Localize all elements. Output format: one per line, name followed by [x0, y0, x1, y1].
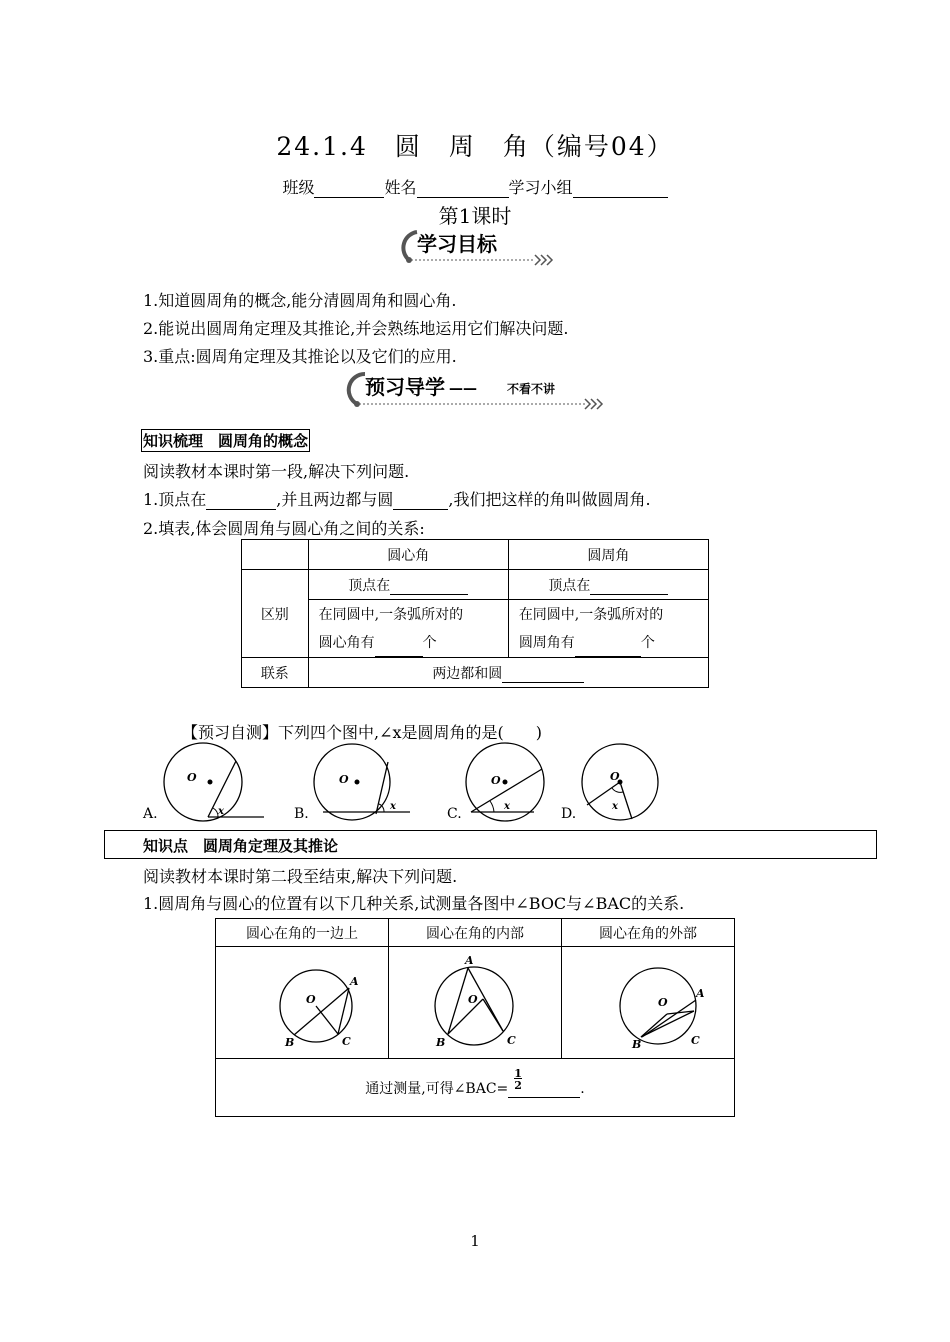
figure-b: [314, 744, 410, 820]
figure-c-x-label: x: [504, 801, 510, 812]
same-circle-text: 在同圆中,一条弧所对的: [518, 606, 664, 623]
preview-banner: [345, 368, 607, 412]
inscribed-has-text: 圆周角有: [518, 634, 575, 651]
central-has-text: 圆心角有: [318, 634, 375, 651]
relation-text: 两边都和圆: [432, 665, 503, 682]
vertex-label: 顶点在: [348, 577, 391, 594]
class-blank[interactable]: [314, 181, 384, 198]
figure-outside: [588, 951, 708, 1051]
group-label: 学习小组: [508, 178, 573, 197]
q1-blank-2[interactable]: [393, 494, 448, 510]
table1-central-vertex: [308, 570, 508, 600]
section1-q1: [143, 487, 651, 510]
name-blank[interactable]: [417, 181, 509, 198]
relation-table: [215, 918, 735, 1117]
table1-inscribed-count: [508, 600, 708, 658]
inscribed-vertex-blank[interactable]: [590, 579, 668, 595]
table1-central-count: [308, 600, 508, 658]
table1-inscribed-vertex: [508, 570, 708, 600]
figure-a-x-label: x: [218, 806, 224, 817]
page-title: 24.1.4 圆 周 角（编号04）: [276, 132, 674, 161]
figure-c-o-label: O: [491, 774, 501, 787]
figure-b-o-label: O: [339, 773, 349, 786]
preview-banner-subtext: 不看不讲: [507, 382, 556, 396]
table2-result-row: [216, 1059, 735, 1117]
half-fraction: [514, 1068, 522, 1092]
section1-intro: 阅读教材本课时第一段,解决下列问题.: [143, 462, 410, 481]
figure-d: [582, 744, 658, 820]
table2-header-inside: 圆心在角的内部: [389, 919, 562, 947]
selftest-figures: [138, 742, 738, 826]
same-circle-text: 在同圆中,一条弧所对的: [318, 606, 464, 623]
table1-row-diff: 区别: [242, 570, 309, 658]
q1-text-c: ,我们把这样的角叫做圆周角.: [448, 490, 651, 509]
option-b-label: B.: [294, 806, 309, 822]
result-suffix: .: [580, 1080, 585, 1097]
label-a: A: [696, 986, 705, 1000]
goal-2: 2.能说出圆周角定理及其推论,并会熟练地运用它们解决问题.: [143, 319, 569, 338]
unit-text: 个: [640, 634, 655, 651]
label-b: B: [632, 1037, 642, 1051]
section1-heading: 知识梳理 圆周角的概念: [141, 429, 310, 452]
fraction-denominator: 2: [514, 1078, 522, 1092]
section2-q1: 1.圆周角与圆心的位置有以下几种关系,试测量各图中∠BOC与∠BAC的关系.: [143, 894, 685, 913]
section2-intro: 阅读教材本课时第二段至结束,解决下列问题.: [143, 867, 458, 886]
figure-d-o-label: O: [610, 770, 620, 783]
group-blank[interactable]: [573, 181, 668, 198]
label-b: B: [285, 1035, 295, 1049]
option-c-label: C.: [447, 806, 462, 822]
inscribed-count-blank[interactable]: [575, 641, 641, 657]
preview-banner-text: 预习导学: [365, 375, 445, 399]
label-c: C: [342, 1034, 351, 1048]
table1-header-central: 圆心角: [308, 540, 508, 570]
lesson-label: 第1课时: [438, 204, 512, 228]
label-o: O: [306, 992, 316, 1006]
name-label: 姓名: [384, 178, 417, 197]
figure-on-side: [242, 951, 362, 1051]
result-blank[interactable]: [508, 1066, 580, 1098]
section2-heading-box: [104, 830, 877, 859]
figure-b-x-label: x: [390, 801, 396, 812]
table2-figure-inside: [389, 947, 562, 1059]
goal-1: 1.知道圆周角的概念,能分清圆周角和圆心角.: [143, 291, 457, 310]
table2-header-outside: 圆心在角的外部: [562, 919, 735, 947]
label-c: C: [691, 1033, 700, 1047]
fraction-numerator: 1: [514, 1066, 522, 1080]
option-d-label: D.: [561, 806, 577, 822]
table1-relation-cell: [308, 658, 708, 688]
figure-inside: [415, 951, 535, 1051]
figure-a-o-label: O: [187, 771, 197, 784]
label-a: A: [350, 974, 359, 988]
central-vertex-blank[interactable]: [390, 579, 468, 595]
table1-row-relation: 联系: [242, 658, 309, 688]
label-o: O: [658, 995, 668, 1009]
page-number: 1: [470, 1232, 480, 1250]
student-info-line: [0, 175, 950, 198]
class-label: 班级: [282, 178, 315, 197]
q1-text-a: 1.顶点在: [143, 490, 207, 509]
option-a-label: A.: [143, 806, 158, 822]
preview-banner-dash: ——: [449, 381, 477, 397]
label-a: A: [465, 953, 474, 967]
table2-figure-on-side: [216, 947, 389, 1059]
table1-corner: [242, 540, 309, 570]
section1-q2: 2.填表,体会圆周角与圆心角之间的关系:: [143, 519, 425, 538]
selftest-question: 【预习自测】下列四个图中,∠x是圆周角的是( ): [182, 723, 543, 742]
q1-blank-1[interactable]: [206, 494, 276, 510]
table2-figure-outside: [562, 947, 735, 1059]
figure-a: [164, 743, 264, 821]
central-count-blank[interactable]: [375, 641, 423, 657]
goals-banner: [395, 226, 555, 268]
figure-c: [466, 743, 544, 821]
section2-heading: 知识点 圆周角定理及其推论: [143, 837, 339, 855]
goal-3: 3.重点:圆周角定理及其推论以及它们的应用.: [143, 347, 457, 366]
relation-blank[interactable]: [502, 667, 584, 683]
goals-banner-text: 学习目标: [417, 232, 497, 256]
vertex-label: 顶点在: [548, 577, 591, 594]
label-o: O: [468, 992, 478, 1006]
result-prefix: 通过测量,可得∠BAC=: [365, 1080, 509, 1097]
label-b: B: [436, 1035, 446, 1049]
q1-text-b: ,并且两边都与圆: [276, 490, 394, 509]
unit-text: 个: [422, 634, 437, 651]
label-c: C: [507, 1033, 516, 1047]
figure-d-x-label: x: [612, 801, 618, 812]
table2-header-on-side: 圆心在角的一边上: [216, 919, 389, 947]
table1-header-inscribed: 圆周角: [508, 540, 708, 570]
comparison-table: [241, 539, 709, 688]
